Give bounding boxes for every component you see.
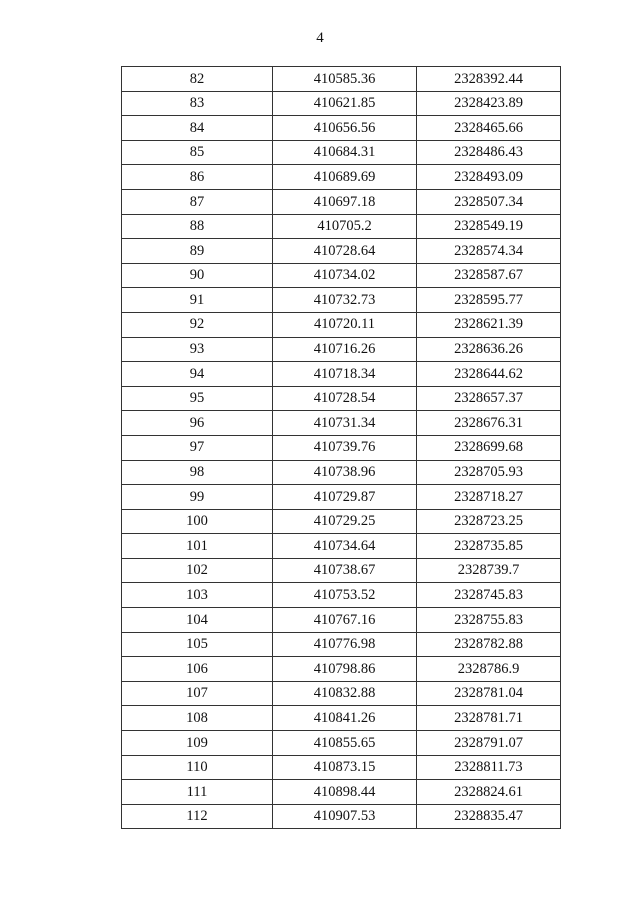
table-row (122, 509, 561, 534)
x-coordinate-cell: 410728.64 (273, 239, 417, 264)
point-number-cell: 102 (122, 558, 273, 583)
point-number-cell: 110 (122, 755, 273, 780)
point-number-cell: 90 (122, 263, 273, 288)
table-row (122, 67, 561, 92)
x-coordinate-cell: 410729.87 (273, 485, 417, 510)
table-row (122, 91, 561, 116)
point-number-cell: 106 (122, 657, 273, 682)
y-coordinate-cell: 2328699.68 (417, 435, 561, 460)
table-row (122, 706, 561, 731)
table-row (122, 362, 561, 387)
point-number-cell: 104 (122, 608, 273, 633)
point-number-cell: 92 (122, 312, 273, 337)
x-coordinate-cell: 410732.73 (273, 288, 417, 313)
table-row (122, 460, 561, 485)
point-number-cell: 101 (122, 534, 273, 559)
x-coordinate-cell: 410907.53 (273, 804, 417, 829)
point-number-cell: 87 (122, 189, 273, 214)
x-coordinate-cell: 410753.52 (273, 583, 417, 608)
point-number-cell: 105 (122, 632, 273, 657)
x-coordinate-cell: 410832.88 (273, 681, 417, 706)
point-number-cell: 97 (122, 435, 273, 460)
table-row (122, 755, 561, 780)
point-number-cell: 85 (122, 140, 273, 165)
x-coordinate-cell: 410739.76 (273, 435, 417, 460)
table-row (122, 435, 561, 460)
x-coordinate-cell: 410621.85 (273, 91, 417, 116)
table-row (122, 263, 561, 288)
table-row (122, 337, 561, 362)
y-coordinate-cell: 2328493.09 (417, 165, 561, 190)
x-coordinate-cell: 410898.44 (273, 780, 417, 805)
point-number-cell: 84 (122, 116, 273, 141)
table-row (122, 116, 561, 141)
point-number-cell: 93 (122, 337, 273, 362)
y-coordinate-cell: 2328781.04 (417, 681, 561, 706)
y-coordinate-cell: 2328587.67 (417, 263, 561, 288)
x-coordinate-cell: 410728.54 (273, 386, 417, 411)
point-number-cell: 112 (122, 804, 273, 829)
table-row (122, 681, 561, 706)
table-row (122, 608, 561, 633)
y-coordinate-cell: 2328723.25 (417, 509, 561, 534)
point-number-cell: 111 (122, 780, 273, 805)
x-coordinate-cell: 410855.65 (273, 731, 417, 756)
point-number-cell: 107 (122, 681, 273, 706)
x-coordinate-cell: 410656.56 (273, 116, 417, 141)
y-coordinate-cell: 2328507.34 (417, 189, 561, 214)
y-coordinate-cell: 2328621.39 (417, 312, 561, 337)
x-coordinate-cell: 410841.26 (273, 706, 417, 731)
x-coordinate-cell: 410689.69 (273, 165, 417, 190)
page-number: 4 (316, 30, 324, 46)
x-coordinate-cell: 410738.67 (273, 558, 417, 583)
x-coordinate-cell: 410738.96 (273, 460, 417, 485)
x-coordinate-cell: 410873.15 (273, 755, 417, 780)
y-coordinate-cell: 2328676.31 (417, 411, 561, 436)
y-coordinate-cell: 2328739.7 (417, 558, 561, 583)
point-number-cell: 88 (122, 214, 273, 239)
y-coordinate-cell: 2328392.44 (417, 67, 561, 92)
x-coordinate-cell: 410716.26 (273, 337, 417, 362)
point-number-cell: 103 (122, 583, 273, 608)
table-row (122, 583, 561, 608)
x-coordinate-cell: 410729.25 (273, 509, 417, 534)
table-row (122, 804, 561, 829)
table-row (122, 288, 561, 313)
point-number-cell: 98 (122, 460, 273, 485)
y-coordinate-cell: 2328811.73 (417, 755, 561, 780)
y-coordinate-cell: 2328824.61 (417, 780, 561, 805)
point-number-cell: 109 (122, 731, 273, 756)
y-coordinate-cell: 2328549.19 (417, 214, 561, 239)
y-coordinate-cell: 2328595.77 (417, 288, 561, 313)
y-coordinate-cell: 2328486.43 (417, 140, 561, 165)
y-coordinate-cell: 2328644.62 (417, 362, 561, 387)
x-coordinate-cell: 410734.64 (273, 534, 417, 559)
x-coordinate-cell: 410767.16 (273, 608, 417, 633)
x-coordinate-cell: 410734.02 (273, 263, 417, 288)
y-coordinate-cell: 2328636.26 (417, 337, 561, 362)
point-number-cell: 82 (122, 67, 273, 92)
y-coordinate-cell: 2328718.27 (417, 485, 561, 510)
x-coordinate-cell: 410718.34 (273, 362, 417, 387)
table-row (122, 780, 561, 805)
table-row (122, 534, 561, 559)
table-row (122, 239, 561, 264)
table-row (122, 312, 561, 337)
table-row (122, 214, 561, 239)
table-row (122, 485, 561, 510)
y-coordinate-cell: 2328423.89 (417, 91, 561, 116)
x-coordinate-cell: 410720.11 (273, 312, 417, 337)
table-row (122, 189, 561, 214)
table-row (122, 386, 561, 411)
table-row (122, 411, 561, 436)
y-coordinate-cell: 2328735.85 (417, 534, 561, 559)
table-row (122, 632, 561, 657)
x-coordinate-cell: 410731.34 (273, 411, 417, 436)
y-coordinate-cell: 2328781.71 (417, 706, 561, 731)
table-row (122, 657, 561, 682)
x-coordinate-cell: 410684.31 (273, 140, 417, 165)
y-coordinate-cell: 2328791.07 (417, 731, 561, 756)
y-coordinate-cell: 2328657.37 (417, 386, 561, 411)
point-number-cell: 95 (122, 386, 273, 411)
y-coordinate-cell: 2328755.83 (417, 608, 561, 633)
x-coordinate-cell: 410798.86 (273, 657, 417, 682)
x-coordinate-cell: 410705.2 (273, 214, 417, 239)
table-row (122, 140, 561, 165)
point-number-cell: 83 (122, 91, 273, 116)
y-coordinate-cell: 2328465.66 (417, 116, 561, 141)
point-number-cell: 100 (122, 509, 273, 534)
coordinate-table (121, 66, 561, 829)
y-coordinate-cell: 2328835.47 (417, 804, 561, 829)
y-coordinate-cell: 2328786.9 (417, 657, 561, 682)
x-coordinate-cell: 410697.18 (273, 189, 417, 214)
table-row (122, 165, 561, 190)
table-row (122, 558, 561, 583)
point-number-cell: 86 (122, 165, 273, 190)
point-number-cell: 96 (122, 411, 273, 436)
y-coordinate-cell: 2328705.93 (417, 460, 561, 485)
point-number-cell: 89 (122, 239, 273, 264)
point-number-cell: 108 (122, 706, 273, 731)
table-row (122, 731, 561, 756)
point-number-cell: 94 (122, 362, 273, 387)
y-coordinate-cell: 2328745.83 (417, 583, 561, 608)
y-coordinate-cell: 2328574.34 (417, 239, 561, 264)
y-coordinate-cell: 2328782.88 (417, 632, 561, 657)
coordinate-table-body (122, 67, 561, 829)
x-coordinate-cell: 410776.98 (273, 632, 417, 657)
point-number-cell: 91 (122, 288, 273, 313)
x-coordinate-cell: 410585.36 (273, 67, 417, 92)
point-number-cell: 99 (122, 485, 273, 510)
